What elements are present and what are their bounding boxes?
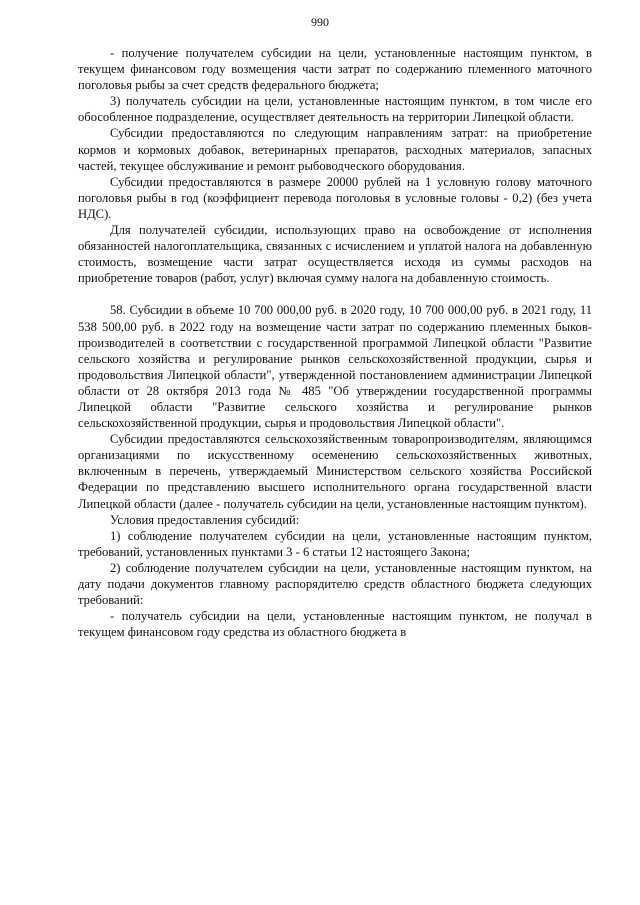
page-number: 990	[311, 15, 329, 29]
paragraph: Для получателей субсидии, использующих право на освобождение от исполнения обязанностей налогоплательщика, связанных с исчислением и уплатой налога на добавленную стоимость, возмещение части затрат осуществляется исходя из суммы расходов на приобретение товаров (работ, услуг) включая сумму налога на добавленную стоимость.	[78, 223, 592, 286]
document-body	[78, 45, 592, 640]
paragraph: 58. Субсидии в объеме 10 700 000,00 руб. в 2020 году, 10 700 000,00 руб. в 2021 году, 11 538 500,00 руб. в 2022 году на возмещение части затрат по содержанию племенных быков-производителей в соответствии с государственной программой Липецкой области "Развитие сельского хозяйства и регулирование рынков сельскохозяйственной продукции, сырья и продовольствия Липецкой области", утвержденной постановлением администрации Липецкой области от 28 октября 2013 года № 485 "Об утверждении государственной программы Липецкой области "Развитие сельского хозяйства и регулирование рынков сельскохозяйственной продукции, сырья и продовольствия Липецкой области".	[78, 303, 592, 431]
section-gap	[78, 286, 592, 302]
paragraph: Субсидии предоставляются по следующим направлениям затрат: на приобретение кормов и кормовых добавок, ветеринарных препаратов, расходных материалов, запасных частей, текущее обслуживание и ремонт рыбоводческого оборудования.	[78, 126, 592, 173]
paragraph: Субсидии предоставляются сельскохозяйственным товаропроизводителям, являющимся организациями по искусственному осеменению сельскохозяйственных животных, включенным в перечень, утверждаемый Министерством сельского хозяйства Российской Федерации по представлению высшего исполнительного органа государственной власти Липецкой области (далее - получатель субсидии на цели, установленные настоящим пунктом).	[78, 432, 592, 511]
paragraph: 1) соблюдение получателем субсидии на цели, установленные настоящим пунктом, требований, установленных пунктами 3 - 6 статьи 12 настоящего Закона;	[78, 528, 592, 559]
paragraph: - получение получателем субсидии на цели, установленные настоящим пунктом, в текущем финансовом году возмещения части затрат по содержанию племенного маточного поголовья рыбы за счет средств федерального бюджета;	[78, 46, 592, 93]
paragraph: - получатель субсидии на цели, установленные настоящим пунктом, не получал в текущем финансовом году средства из областного бюджета в	[78, 609, 592, 640]
paragraph: Субсидии предоставляются в размере 20000 рублей на 1 условную голову маточного поголовья рыбы в год (коэффициент перевода поголовья в условные головы - 0,2) (без учета НДС).	[78, 174, 592, 221]
paragraph: 3) получатель субсидии на цели, установленные настоящим пунктом, в том числе его обособленное подразделение, осуществляет деятельность на территории Липецкой области.	[78, 94, 592, 125]
paragraph: Условия предоставления субсидий:	[110, 512, 300, 527]
paragraph: 2) соблюдение получателем субсидии на цели, установленные настоящим пунктом, на дату подачи документов главному распорядителю средств областного бюджета следующих требований:	[78, 560, 592, 608]
